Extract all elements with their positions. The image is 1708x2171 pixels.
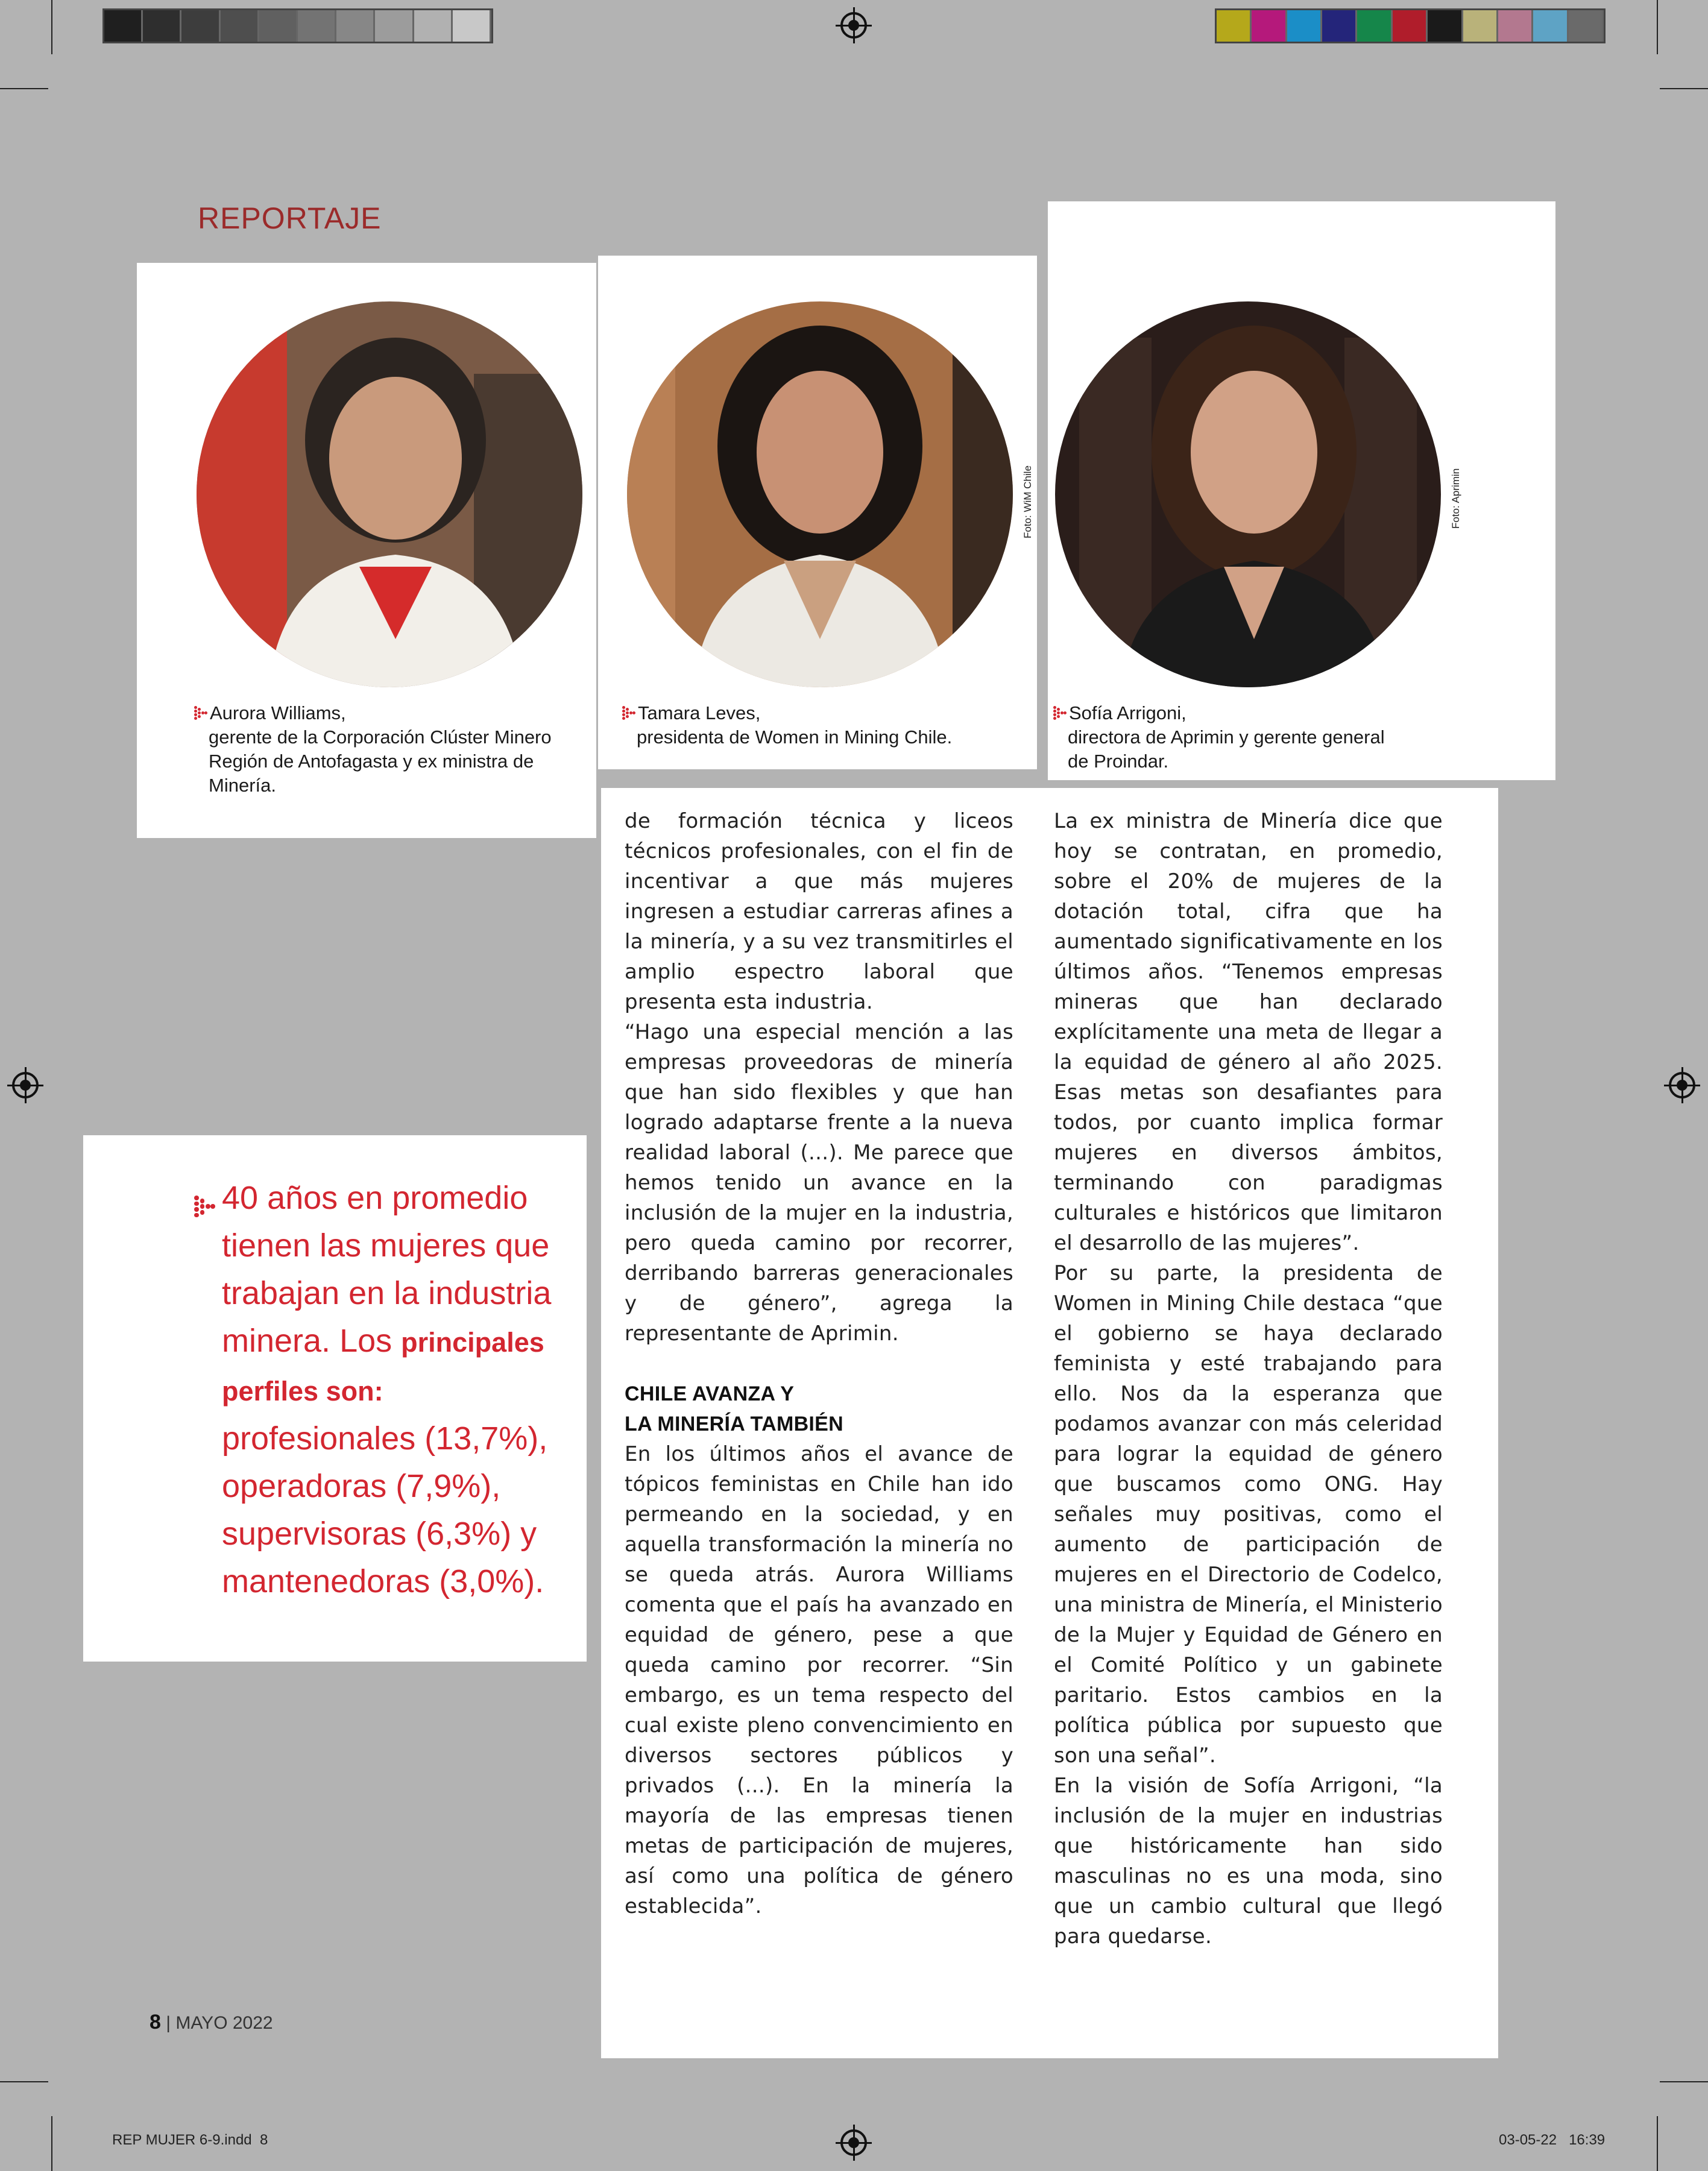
photo-credit: Foto: WiM Chile xyxy=(1022,465,1033,538)
slug-filename: REP MUJER 6-9.indd 8 xyxy=(112,2132,268,2148)
bullet-dots-icon xyxy=(194,1196,217,1218)
portrait-photo-aurora-williams xyxy=(197,301,582,687)
caption-name: Tamara Leves, xyxy=(638,702,761,723)
color-calibration-bar xyxy=(1215,8,1606,43)
calibration-swatch xyxy=(1498,10,1533,42)
article-column-middle xyxy=(625,806,1013,1921)
calibration-swatch xyxy=(1569,10,1604,42)
page-folio xyxy=(150,2011,273,2034)
photo-credit: Foto: Aprimin xyxy=(1450,468,1461,529)
calibration-swatch xyxy=(1533,10,1568,42)
calibration-swatch xyxy=(453,10,491,42)
caption-role: Minería. xyxy=(209,775,276,796)
calibration-swatch xyxy=(1428,10,1463,42)
calibration-swatch xyxy=(1357,10,1392,42)
subheading-line: CHILE AVANZA Y xyxy=(625,1382,795,1405)
caption-tamara-leves xyxy=(622,701,1032,749)
calibration-swatch xyxy=(375,10,414,42)
paragraph: En la visión de Sofía Arrigoni, “la inclusión de la mujer en industrias que históricamente han sido masculinas no es una moda, sino que un cambio cultural que llegó para quedarse. xyxy=(1054,1774,1443,1949)
calibration-swatch xyxy=(414,10,453,42)
slug-timestamp: 03-05-22 16:39 xyxy=(1499,2132,1606,2148)
crop-mark-icon xyxy=(51,0,52,54)
pullquote-bold: principales perfiles son: xyxy=(222,1327,544,1407)
crop-mark-icon xyxy=(0,88,48,89)
subheading-line: LA MINERÍA TAMBIÉN xyxy=(625,1413,843,1435)
bullet-dots-icon xyxy=(194,706,209,720)
crop-mark-icon xyxy=(1657,2116,1658,2171)
registration-mark-icon xyxy=(840,2129,867,2156)
calibration-swatch xyxy=(1217,10,1252,42)
section-label: REPORTAJE xyxy=(198,201,382,235)
caption-role: de Proindar. xyxy=(1068,751,1169,772)
calibration-swatch xyxy=(336,10,375,42)
calibration-swatch xyxy=(1252,10,1287,42)
portrait-photo-tamara-leves xyxy=(627,301,1013,687)
caption-sofia-arrigoni xyxy=(1053,701,1451,774)
article-column-right xyxy=(1054,806,1443,1952)
calibration-swatch xyxy=(298,10,336,42)
bullet-dots-icon xyxy=(1053,706,1068,720)
folio-separator: | xyxy=(166,2013,171,2033)
caption-role: gerente de la Corporación Clúster Minero xyxy=(209,726,552,748)
paragraph: La ex ministra de Minería dice que hoy se contratan, en promedio, sobre el 20% de mujeres de la dotación total, cifra que ha aumentado significativamente en los últimos años. “Tenemos empresas mineras que han declarado explícitamente una meta de llegar a la equidad de género al año 2025. Esas metas son desafiantes para todos, por cuanto implica formar mujeres en diversos ámbitos, terminando con paradigmas culturales e históricos que limitaron el desarrollo de las mujeres”. xyxy=(1054,809,1443,1255)
calibration-swatch xyxy=(1287,10,1322,42)
caption-role: Región de Antofagasta y ex ministra de xyxy=(209,751,534,772)
caption-role: directora de Aprimin y gerente general xyxy=(1068,726,1385,748)
paragraph: En los últimos años el avance de tópicos feministas en Chile han ido permeando en la sociedad, y en aquella transformación la minería no se queda atrás. Aurora Williams comenta que el país ha avanzado en equidad de género, pese a que queda camino por recorrer. “Sin embargo, es un tema respecto del cual existe pleno convencimiento en diversos sectores públicos y privados (...). En la minería la mayoría de las empresas tienen metas de participación de mujeres, así como una política de género establecida”. xyxy=(625,1442,1013,1918)
registration-mark-icon xyxy=(1669,1072,1695,1098)
calibration-swatch xyxy=(181,10,220,42)
crop-mark-icon xyxy=(1657,0,1658,54)
calibration-swatch xyxy=(143,10,181,42)
bullet-dots-icon xyxy=(622,706,637,720)
issue-date: MAYO 2022 xyxy=(175,2013,273,2033)
crop-mark-icon xyxy=(0,2081,48,2082)
registration-mark-icon xyxy=(840,12,867,39)
portrait-photo-sofia-arrigoni xyxy=(1055,301,1441,687)
calibration-swatch xyxy=(104,10,143,42)
crop-mark-icon xyxy=(51,2116,52,2171)
calibration-swatch xyxy=(1393,10,1428,42)
registration-mark-icon xyxy=(12,1072,39,1098)
calibration-swatch xyxy=(221,10,259,42)
pullquote-text xyxy=(222,1174,572,1605)
caption-role: presidenta de Women in Mining Chile. xyxy=(637,726,953,748)
paragraph: “Hago una especial mención a las empresas proveedoras de minería que han sido flexibles y que han logrado adaptarse frente a la nueva realidad laboral (...). Me parece que hemos tenido un avance en la inclusión de la mujer en la industria, pero queda camino por recorrer, derribando barreras generacionales y de género”, agrega la representante de Aprimin. xyxy=(625,1020,1013,1346)
grayscale-calibration-bar xyxy=(102,8,493,43)
page-number: 8 xyxy=(150,2011,161,2034)
caption-name: Aurora Williams, xyxy=(210,702,346,723)
crop-mark-icon xyxy=(1660,88,1708,89)
caption-name: Sofía Arrigoni, xyxy=(1069,702,1186,723)
crop-mark-icon xyxy=(1660,2081,1708,2082)
paragraph: Por su parte, la presidenta de Women in Mining Chile destaca “que el gobierno se haya declarado feminista y esté trabajando para ello. Nos da la esperanza que podamos avanzar con más celeridad para lograr la equidad de género que buscamos como ONG. Hay señales muy positivas, como el aumento de participación de mujeres en el Directorio de Codelco, una ministra de Minería, el Ministerio de la Mujer y Equidad de Género en el Comité Político y un gabinete paritario. Estos cambios en la política pública por supuesto que son una señal”. xyxy=(1054,1261,1443,1768)
calibration-swatch xyxy=(1463,10,1498,42)
calibration-swatch xyxy=(1322,10,1357,42)
pullquote-part: profesionales (13,7%), operadoras (7,9%), supervisoras (6,3%) y mantenedoras (3,0%). xyxy=(222,1420,548,1599)
caption-aurora-williams xyxy=(194,701,592,798)
paragraph: de formación técnica y liceos técnicos profesionales, con el fin de incentivar a que más mujeres ingresen a estudiar carreras afines a la minería, y a su vez transmitirles el amplio espectro laboral que presenta esta industria. xyxy=(625,809,1013,1014)
subheading xyxy=(625,1379,1013,1439)
calibration-swatch xyxy=(259,10,298,42)
pullquote-part: 40 años en promedio tienen las mujeres que trabajan en la industria minera. Los xyxy=(222,1180,552,1359)
